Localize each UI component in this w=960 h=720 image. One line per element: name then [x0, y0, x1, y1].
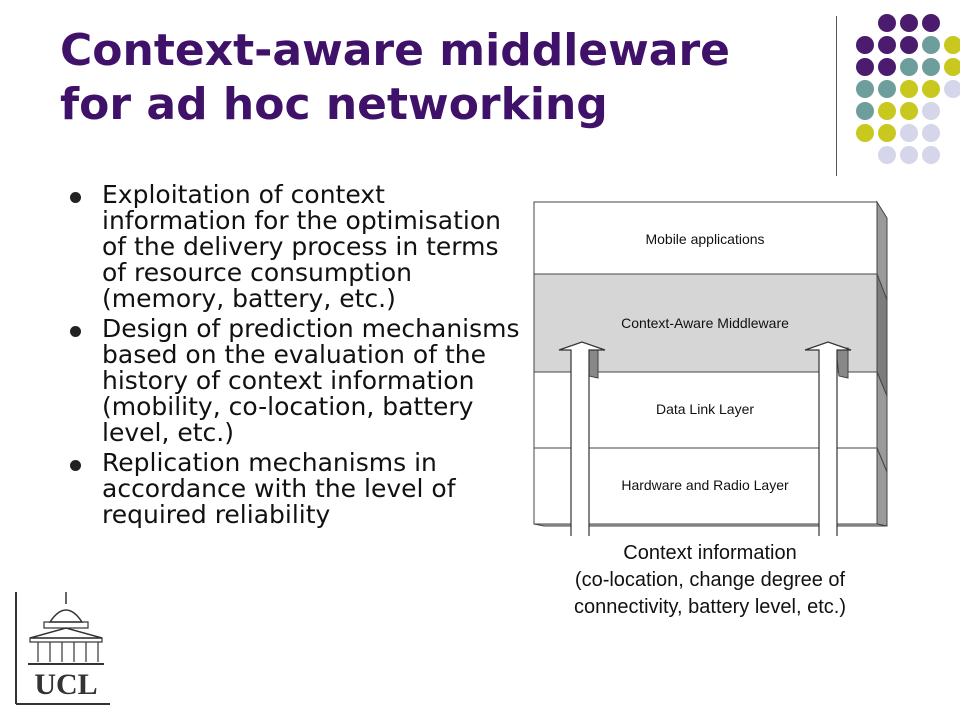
decorative-dot	[922, 14, 940, 32]
decorative-dot	[878, 14, 896, 32]
caption-line-1: Context information	[623, 542, 797, 564]
bullet-text: Exploitation of context information for the optimisation of the delivery process in terms of resource consumption (memory, battery, etc.)	[102, 180, 501, 313]
decorative-dot	[922, 146, 940, 164]
decorative-dot	[900, 80, 918, 98]
bullet-item	[70, 450, 520, 528]
bullet-item	[70, 182, 520, 312]
caption-line-2: (co-location, change degree of	[574, 569, 846, 591]
decorative-dot	[878, 58, 896, 76]
caption-line-3: connectivity, battery level, etc.)	[574, 596, 846, 618]
bullet-item	[70, 316, 520, 446]
bullet-text: Design of prediction mechanisms based on the evaluation of the history of context information (mobility, co-location, battery level, etc.)	[102, 314, 520, 447]
ucl-logo-text: UCL	[34, 668, 98, 701]
decorative-dot	[944, 80, 960, 98]
decorative-dot	[856, 80, 874, 98]
decorative-dot	[900, 124, 918, 142]
decorative-dot	[900, 102, 918, 120]
diagram-caption	[530, 540, 890, 621]
decorative-dot	[878, 102, 896, 120]
title-divider-line	[836, 16, 837, 176]
decorative-dot	[878, 124, 896, 142]
decorative-dot	[922, 58, 940, 76]
layer-label-mobile: Mobile applications	[645, 231, 765, 247]
decorative-dot	[878, 146, 896, 164]
ucl-logo	[10, 592, 110, 706]
bullet-dot-icon	[70, 192, 81, 203]
decorative-dot	[944, 36, 960, 54]
decorative-dot	[922, 102, 940, 120]
slide-title	[60, 24, 820, 132]
layer-label-middleware: Context-Aware Middleware	[621, 315, 789, 331]
decorative-dot	[922, 80, 940, 98]
layer-label-hardware: Hardware and Radio Layer	[621, 477, 789, 493]
bullet-list	[70, 182, 520, 532]
decorative-dot	[922, 36, 940, 54]
bullet-dot-icon	[70, 326, 81, 337]
bullet-text: Replication mechanisms in accordance with the level of required reliability	[102, 448, 456, 529]
decorative-dot	[900, 36, 918, 54]
slide-title-line-1: Context-aware middleware	[60, 25, 731, 76]
layer-label-datalink: Data Link Layer	[655, 401, 755, 417]
decorative-dot	[856, 124, 874, 142]
decorative-dot	[856, 58, 874, 76]
decorative-dot	[900, 14, 918, 32]
decorative-dot	[856, 102, 874, 120]
decorative-dot	[878, 80, 896, 98]
decorative-dot	[922, 124, 940, 142]
bullet-dot-icon	[70, 460, 81, 471]
layer-stack-diagram	[520, 190, 900, 536]
decorative-dot	[900, 58, 918, 76]
decorative-dot	[900, 146, 918, 164]
decorative-dot	[944, 58, 960, 76]
decorative-dot	[856, 36, 874, 54]
decorative-dot	[878, 36, 896, 54]
slide-title-line-2: for ad hoc networking	[60, 79, 608, 130]
